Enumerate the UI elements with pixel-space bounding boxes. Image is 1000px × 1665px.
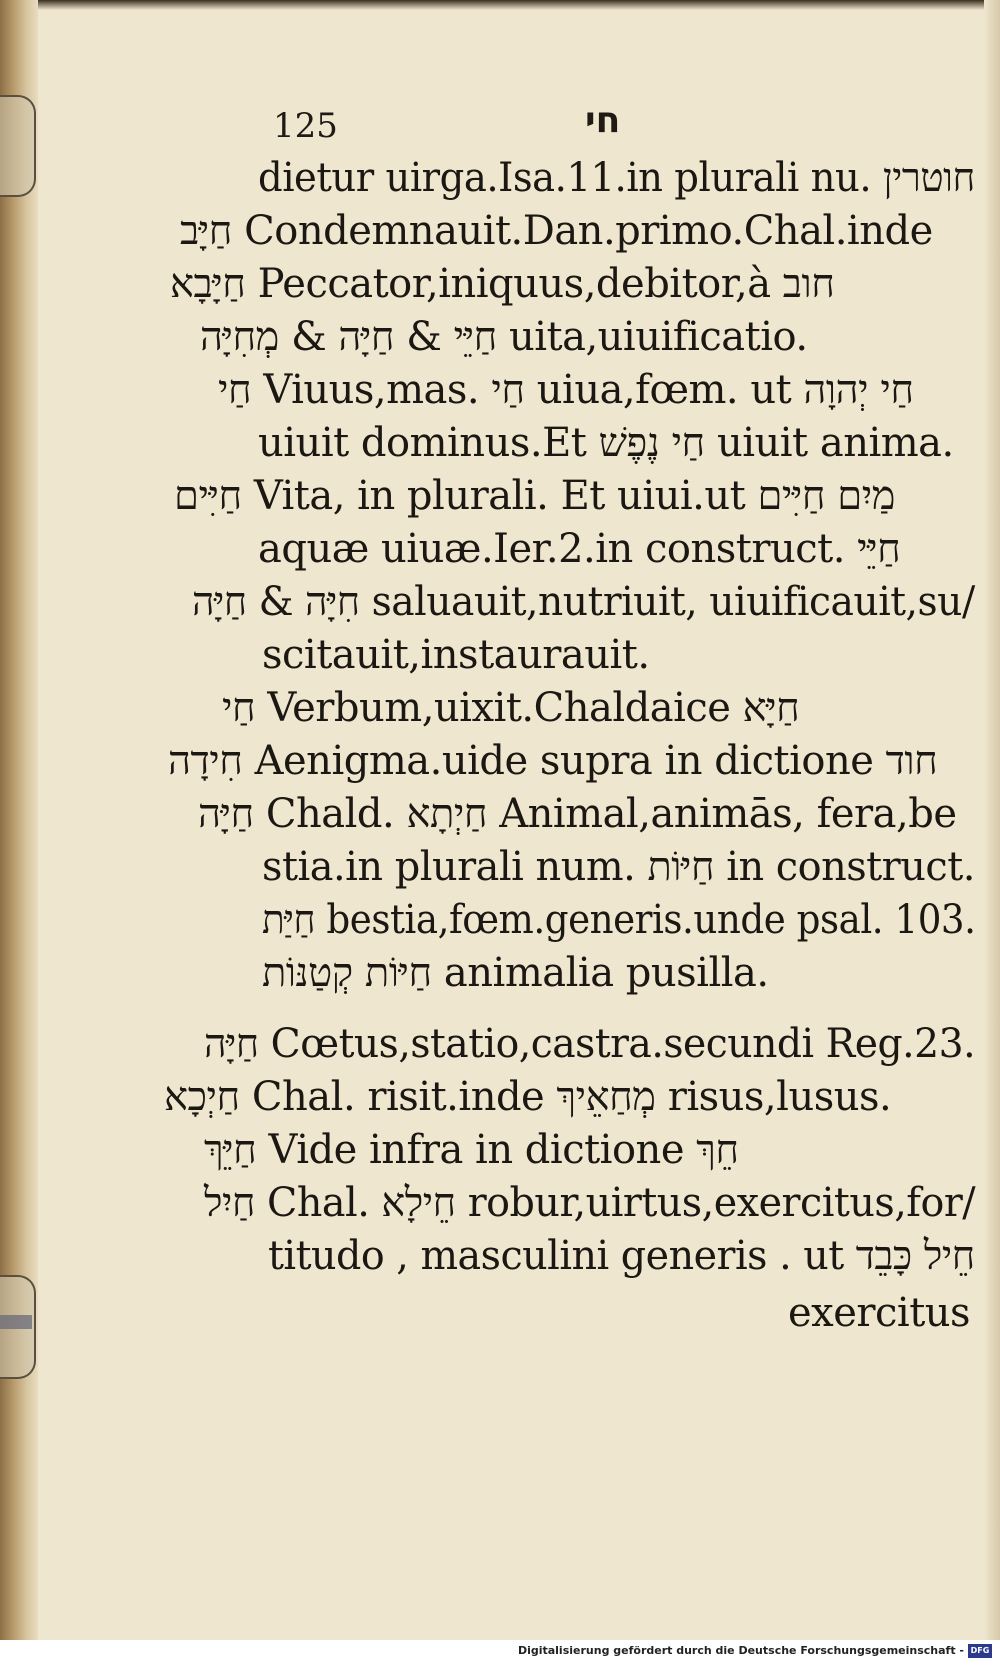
text-line-18: חַיְכָא Chal. risit.inde מְחַאֵיךְ risus,lusus. (164, 1074, 892, 1120)
funding-credit: Digitalisierung gefördert durch die Deutsche Forschungsgemeinschaft - (517, 1644, 964, 1657)
page-header (0, 100, 1000, 150)
text-line-8: aquæ uiuæ.Ier.2.in construct. חַיֵּי (258, 526, 901, 572)
text-line-21: titudo , masculini generis . ut חֵיל כָּבֵד (268, 1233, 975, 1279)
text-line-13: חַיָּה Chald. חַיְתָא Animal,animās, fera,be (198, 791, 957, 837)
page-number: 125 (273, 106, 338, 146)
page-right-edge (984, 0, 1000, 1640)
text-line-4: חַיֵּי & חַיָּה & מְחִיָּה uita,uiuificatio. (200, 314, 808, 360)
binding-band (0, 1315, 32, 1329)
running-head: חי (585, 100, 621, 141)
book-spine-edge (0, 0, 38, 1640)
text-line-9: חִיָּה & חַיָּה saluauit,nutriuit, uiuificauit,su/ (192, 579, 975, 625)
text-line-12: חִידָה Aenigma.uide supra in dictione חוד (168, 738, 938, 784)
text-line-19: חַיֵּךְ Vide infra in dictione חֵךְ (204, 1127, 739, 1173)
text-line-3: חַיָּבָא Peccator,iniquus,debitor,à חוב (170, 261, 835, 307)
text-line-20: חַיִל Chal. חֵילָא robur,uirtus,exercitus,for/ (204, 1180, 976, 1226)
digitization-footer (0, 1640, 1000, 1665)
text-line-11: חַי Verbum,uixit.Chaldaice חַיָּא (222, 685, 800, 731)
text-line-14: stia.in plurali num. חַיּוֹת in construct. (262, 844, 975, 890)
text-line-2: חַיָּב Condemnauit.Dan.primo.Chal.inde (180, 208, 933, 254)
text-line-17: חַיָּה Cœtus,statio,castra.secundi Reg.23. (204, 1021, 976, 1067)
text-line-15: חַיַּת bestia,fœm.generis.unde psal. 103. (262, 897, 976, 943)
text-line-16: חַיּוֹת קְטַנּוֹת animalia pusilla. (262, 950, 769, 996)
text-line-1: dietur uirga.Isa.11.in plurali nu. חוטרין (258, 155, 975, 201)
text-line-7: חַיִּים Vita, in plurali. Et uiui.ut מַיִם חַיִּים (174, 473, 895, 519)
dfg-logo-icon: DFG (968, 1644, 992, 1658)
text-line-5: חַי Viuus,mas. חַי uiua,fœm. ut חַי יְהוָה (218, 367, 914, 413)
page-top-edge (0, 0, 1000, 10)
catchword: exercitus (788, 1290, 971, 1336)
text-line-10: scitauit,instaurauit. (262, 632, 650, 678)
text-line-6: uiuit dominus.Et חַי נֶפֶשׁ uiuit anima. (258, 420, 954, 466)
